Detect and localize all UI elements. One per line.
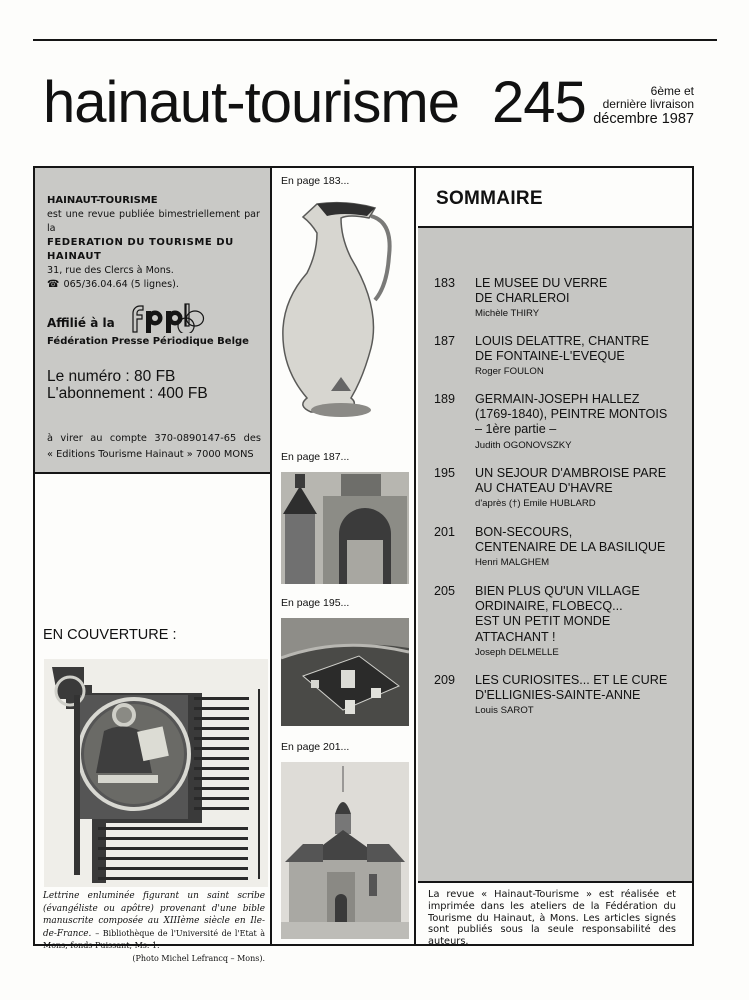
notice-line: sont publiés sous la seule responsabilité des <box>428 924 676 936</box>
cover-caption-source: – Bibliothèque de l'Université de l'Etat à Mons, fonds Puissant, Ms. 1. <box>43 928 265 951</box>
toc-author: Henri MALGHEM <box>475 557 550 569</box>
basilica-photo <box>281 762 409 939</box>
publisher-info-panel <box>35 168 270 474</box>
toc-title-line: AU CHATEAU D'HAVRE <box>475 481 613 496</box>
fppb-logo-icon <box>127 303 205 333</box>
toc-entry[interactable] <box>434 584 684 660</box>
affiliation-full-name: Fédération Presse Périodique Belge <box>47 336 249 347</box>
photo-label-201: En page 201... <box>281 741 350 753</box>
bank-account-info <box>47 431 261 463</box>
toc-title-line: BIEN PLUS QU'UN VILLAGE <box>475 584 640 598</box>
toc-page-number: 189 <box>434 392 456 406</box>
photo-column <box>272 168 416 944</box>
toc-title-line: LOUIS DELATTRE, CHANTRE <box>475 334 650 348</box>
photo-label-187: En page 187... <box>281 451 350 463</box>
table-of-contents <box>418 228 692 883</box>
toc-title-line: (1769-1840), PEINTRE MONTOIS <box>475 407 668 422</box>
account-line-1: à virer au compte 370-0890147-65 des <box>47 433 261 444</box>
publisher-description: est une revue publiée bimestriellement par la <box>47 209 260 234</box>
toc-author: Joseph DELMELLE <box>475 646 559 658</box>
toc-title-line: ATTACHANT ! <box>475 629 556 644</box>
price-per-issue: Le numéro : 80 FB <box>47 368 176 385</box>
glass-jug-photo <box>281 196 409 432</box>
castle-gate-photo <box>281 472 409 584</box>
prices <box>47 368 208 402</box>
left-column <box>35 168 272 963</box>
toc-entry[interactable] <box>434 525 684 570</box>
cover-caption-description: Lettrine enluminée figurant un saint scribe (évangéliste ou apôtre) provenant d'une bible manuscrite composée au XIIIème siècle en Ile-de-France. <box>43 891 265 939</box>
aerial-chateau-photo <box>281 618 409 726</box>
sommaire-column <box>418 168 692 948</box>
cover-caption <box>43 890 265 966</box>
toc-entry[interactable] <box>434 392 684 453</box>
notice-line: La revue « Hainaut-Tourisme » est réalisée et <box>428 889 676 900</box>
toc-title-line: CENTENAIRE DE LA BASILIQUE <box>475 540 666 555</box>
publisher-address: 31, rue des Clercs à Mons. <box>47 265 174 276</box>
toc-author: Louis SAROT <box>475 705 534 717</box>
manuscript-illustration <box>44 659 268 887</box>
issue-number: 245 <box>492 70 586 135</box>
magazine-title: hainaut-tourisme <box>43 70 459 135</box>
toc-author: Michèle THIRY <box>475 308 540 320</box>
price-subscription: L'abonnement : 400 FB <box>47 385 208 402</box>
publisher-phone: 065/36.04.64 (5 lignes). <box>63 279 179 290</box>
edition-line-1: 6ème et <box>650 84 694 98</box>
toc-entry[interactable] <box>434 334 684 379</box>
cover-photo-credit: (Photo Michel Lefrancq – Mons). <box>132 953 265 963</box>
toc-page-number: 209 <box>434 673 456 687</box>
publisher-name: HAINAUT-TOURISME <box>47 195 158 206</box>
toc-title-line: LES CURIOSITES... ET LE CURE <box>475 673 668 687</box>
toc-title-line: DE CHARLEROI <box>475 291 570 306</box>
photo-label-183: En page 183... <box>281 175 350 187</box>
toc-title-line: D'ELLIGNIES-SAINTE-ANNE <box>475 688 641 703</box>
contents-frame <box>33 166 694 963</box>
toc-author: d'après (†) Emile HUBLARD <box>475 498 596 510</box>
cover-illuminated-manuscript-image <box>44 659 268 887</box>
cover-heading: EN COUVERTURE : <box>43 627 177 643</box>
notice-line: Tourisme du Hainaut, à Mons. Les articles signés <box>428 912 676 924</box>
toc-title-line: ORDINAIRE, FLOBECQ... <box>475 599 623 614</box>
telephone-icon: ☎ <box>47 279 60 290</box>
toc-page-number: 201 <box>434 525 456 539</box>
toc-page-number: 183 <box>434 276 456 290</box>
toc-page-number: 205 <box>434 584 456 598</box>
toc-title-line: UN SEJOUR D'AMBROISE PARE <box>475 466 667 480</box>
toc-page-number: 187 <box>434 334 456 348</box>
toc-title-line: – 1ère partie – <box>475 422 557 437</box>
affiliation-row <box>47 300 205 330</box>
toc-title-line: BON-SECOURS, <box>475 525 573 539</box>
toc-author: Roger FOULON <box>475 366 544 378</box>
photo-label-195: En page 195... <box>281 597 350 609</box>
federation-name: FEDERATION DU TOURISME DU HAINAUT <box>47 237 234 262</box>
toc-page-number: 195 <box>434 466 456 480</box>
production-notice <box>418 885 692 948</box>
top-rule <box>33 39 717 41</box>
affiliation-label: Affilié à la <box>47 316 115 330</box>
edition-line-2: dernière livraison <box>602 97 694 111</box>
publisher-phone-row <box>47 278 260 292</box>
toc-author: Judith OGONOVSZKY <box>475 439 572 451</box>
toc-entry[interactable] <box>434 466 684 511</box>
toc-title-line: LE MUSEE DU VERRE <box>475 276 608 290</box>
toc-title-line: GERMAIN-JOSEPH HALLEZ <box>475 392 640 406</box>
toc-title-line: EST UN PETIT MONDE <box>475 614 611 629</box>
edition-info <box>593 85 694 127</box>
toc-title-line: DE FONTAINE-L'EVEQUE <box>475 349 625 364</box>
account-line-2: « Editions Tourisme Hainaut » 7000 MONS <box>47 449 254 460</box>
toc-entry[interactable] <box>434 673 684 718</box>
notice-line: auteurs. <box>428 936 469 948</box>
issue-date: décembre 1987 <box>593 111 694 127</box>
notice-line: imprimée dans les ateliers de la Fédération du <box>428 900 676 912</box>
sommaire-heading: SOMMAIRE <box>418 168 692 228</box>
toc-entry[interactable] <box>434 276 684 321</box>
